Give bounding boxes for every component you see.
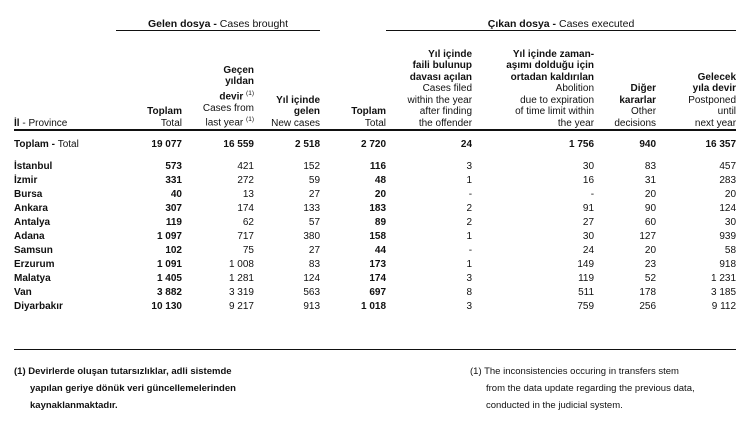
table-cell: 59 <box>308 174 321 186</box>
table-cell: 331 <box>165 174 182 186</box>
table-cell: 9 112 <box>711 300 737 312</box>
table-cell: 158 <box>369 230 387 242</box>
cases-table <box>14 14 736 313</box>
table-cell: 307 <box>165 202 182 214</box>
table-cell: 563 <box>303 286 321 298</box>
table-cell: 1 231 <box>711 272 737 284</box>
table-cell: 127 <box>639 230 657 242</box>
table-cell: 31 <box>644 174 657 186</box>
table-cell: - <box>468 188 473 200</box>
table-cell: 178 <box>639 286 657 298</box>
col-from-last-year: Geçen yıldan devir $^{(1)}$ Cases from last year $^{(1)}$ <box>202 64 254 129</box>
table-cell: 1 008 <box>228 258 254 270</box>
table-cell: 272 <box>237 174 254 186</box>
table-cell: 57 <box>308 216 321 228</box>
table-cell: 1 756 <box>569 138 595 150</box>
footnote-english: (1) The inconsistencies occuring in transfers stem from the data update regarding the previous data, conducted in the judicial system. <box>470 366 695 411</box>
table-cell: 13 <box>242 188 254 200</box>
col-new-cases: Yıl içinde gelen New cases <box>271 94 321 129</box>
table-row <box>14 187 736 201</box>
table-cell: 2 518 <box>295 138 321 150</box>
province-name: İzmir <box>14 174 38 186</box>
table-cell: 30 <box>582 230 595 242</box>
total-row <box>14 130 736 157</box>
table-cell: 940 <box>639 138 657 150</box>
table-cell: 20 <box>644 188 657 200</box>
table-cell: 62 <box>242 216 254 228</box>
table-cell: 58 <box>724 244 737 256</box>
table-cell: 16 357 <box>705 138 737 150</box>
table-cell: 174 <box>369 272 387 284</box>
table-cell: 90 <box>644 202 657 214</box>
table-cell: 102 <box>165 244 182 256</box>
table-cell: 1 097 <box>156 230 182 242</box>
table-cell: 16 <box>582 174 595 186</box>
province-name: Ankara <box>14 202 48 214</box>
table-cell: 511 <box>578 286 595 298</box>
table-cell: 573 <box>165 160 182 172</box>
table-cell: 717 <box>237 230 254 242</box>
province-name: Malatya <box>14 272 51 284</box>
province-name: Bursa <box>14 188 43 200</box>
table-cell: 23 <box>644 258 657 270</box>
group-cases-executed: Çıkan dosya - Cases executed <box>386 14 736 31</box>
table-cell: 19 077 <box>151 138 182 150</box>
table-cell: 697 <box>369 286 387 298</box>
table-cell: 1 405 <box>156 272 182 284</box>
table-cell: 91 <box>582 202 595 214</box>
table-row <box>14 215 736 229</box>
table-cell: 20 <box>644 244 657 256</box>
table-row <box>14 201 736 215</box>
table-cell: 421 <box>237 160 254 172</box>
table-cell: 75 <box>242 244 254 256</box>
table-cell: 83 <box>644 160 657 172</box>
table-cell: 20 <box>374 188 387 200</box>
table-cell: 1 <box>466 174 473 186</box>
col-total-executed: Toplam Total <box>351 106 387 129</box>
table-cell: 283 <box>719 174 737 186</box>
table-cell: 152 <box>303 160 321 172</box>
group-cases-brought: Gelen dosya - Cases brought <box>116 14 320 31</box>
table-cell: 9 217 <box>228 300 254 312</box>
table-cell: 8 <box>466 286 473 298</box>
table-cell: 457 <box>719 160 737 172</box>
table-cell: 939 <box>719 230 737 242</box>
table-row <box>14 243 736 257</box>
province-name: Erzurum <box>14 258 55 270</box>
table-cell: 2 720 <box>361 138 387 150</box>
table-cell: 10 130 <box>151 300 182 312</box>
table-cell: 24 <box>460 138 473 150</box>
table-cell: 27 <box>308 188 321 200</box>
col-filed-offender: Yıl içinde faili bulunup davası açılan Cases filed within the year after finding the offender <box>407 48 473 129</box>
table-cell: 3 882 <box>156 286 182 298</box>
table-cell: 60 <box>644 216 657 228</box>
col-total-brought: Toplam Total <box>147 106 182 129</box>
table-cell: 256 <box>639 300 657 312</box>
table-cell: 124 <box>303 272 321 284</box>
table-body <box>14 130 736 313</box>
province-name: Adana <box>14 230 45 242</box>
table-cell: 27 <box>308 244 321 256</box>
table-cell: 1 018 <box>361 300 387 312</box>
table-cell: 40 <box>170 188 182 200</box>
col-other-decisions: Diğer kararlar Other decisions <box>614 83 657 129</box>
table-cell: 380 <box>303 230 321 242</box>
table-cell: 119 <box>578 272 595 284</box>
table-cell: 16 559 <box>223 138 254 150</box>
table-bottom-rule <box>14 349 736 350</box>
table-cell: 44 <box>374 244 387 256</box>
col-province: İl - Province <box>14 117 68 129</box>
table-cell: 1 091 <box>156 258 182 270</box>
table-cell: 913 <box>303 300 321 312</box>
table-cell: 2 <box>466 202 473 214</box>
table-cell: 3 <box>466 272 473 284</box>
province-name: Antalya <box>14 216 51 228</box>
table-cell: 3 <box>466 160 473 172</box>
column-header-row <box>14 31 736 130</box>
table-cell: 30 <box>582 160 595 172</box>
table-cell: 83 <box>308 258 321 270</box>
table-row <box>14 173 736 187</box>
table-cell: 124 <box>719 202 737 214</box>
table-cell: 3 185 <box>711 286 737 298</box>
table-cell: 52 <box>644 272 657 284</box>
table-row <box>14 271 736 285</box>
province-name: Diyarbakır <box>14 300 63 312</box>
table-row <box>14 299 736 313</box>
table-cell: 2 <box>466 216 473 228</box>
group-header-row <box>14 14 736 31</box>
table-cell: 20 <box>724 188 737 200</box>
province-name: Samsun <box>14 244 53 256</box>
table-cell: 173 <box>369 258 387 270</box>
table-cell: 3 319 <box>228 286 254 298</box>
table-cell: 1 281 <box>228 272 254 284</box>
table-cell: 48 <box>374 174 387 186</box>
table-cell: 149 <box>577 258 595 270</box>
table-row <box>14 159 736 173</box>
footnote-turkish: (1) Devirlerde oluşan tutarsızlıklar, adli sistemde yapılan geriye dönük veri güncellemelerinden kaynaklanmaktadır. <box>14 366 236 411</box>
table-cell: 759 <box>577 300 595 312</box>
table-cell: 27 <box>582 216 595 228</box>
table-row <box>14 257 736 271</box>
province-name: Van <box>14 286 32 298</box>
table-cell: 1 <box>466 230 473 242</box>
province-name: İstanbul <box>14 160 53 172</box>
table-cell: 174 <box>237 202 254 214</box>
table-cell: 119 <box>165 216 182 228</box>
table-cell: 183 <box>369 202 387 214</box>
table-cell: 89 <box>374 216 387 228</box>
table-cell: 918 <box>719 258 737 270</box>
table-row <box>14 229 736 243</box>
col-abolition: Yıl içinde zaman- aşımı dolduğu için ortadan kaldırılan Abolition due to expiration of time limit within the year <box>506 48 595 129</box>
table-cell: 24 <box>582 244 595 256</box>
table-row <box>14 285 736 299</box>
table-cell: - <box>468 244 473 256</box>
col-postponed: Gelecek yıla devir Postponed until next year <box>688 71 737 129</box>
table-cell: - <box>590 188 595 200</box>
total-label: Toplam - Total <box>14 138 79 150</box>
table-cell: 116 <box>369 160 387 172</box>
table-cell: 133 <box>303 202 321 214</box>
table-cell: 1 <box>466 258 473 270</box>
table-cell: 30 <box>724 216 737 228</box>
table-cell: 3 <box>466 300 473 312</box>
